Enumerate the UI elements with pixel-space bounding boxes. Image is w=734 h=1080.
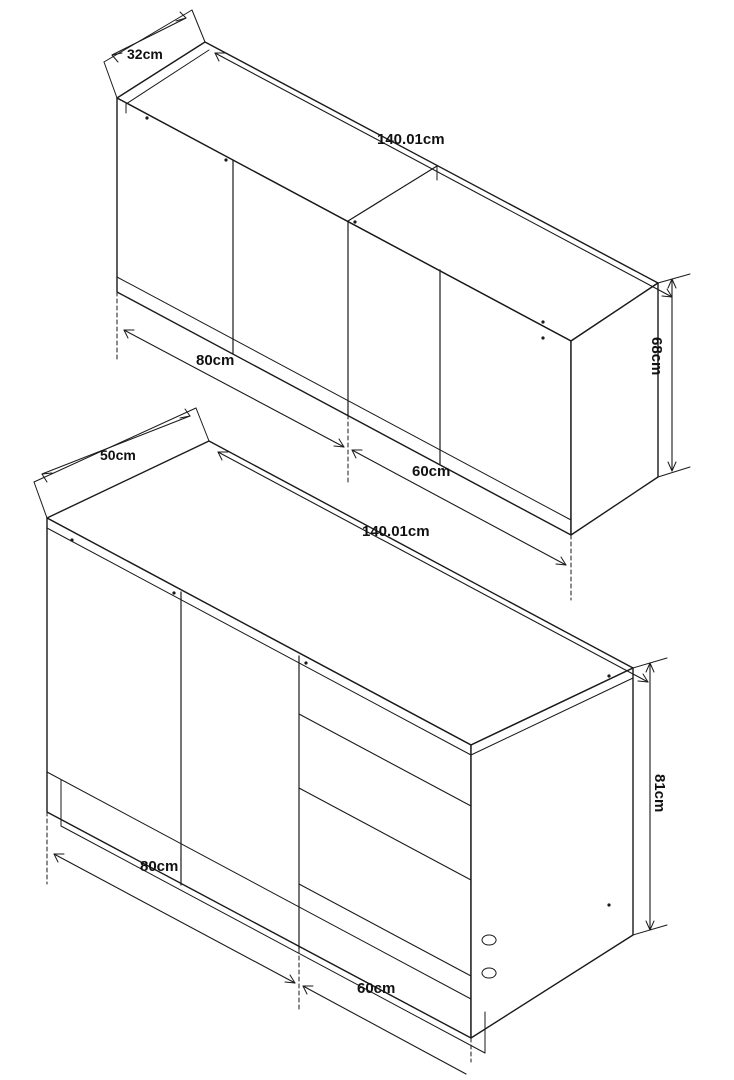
dimension-label-lower-height: 81cm [651, 774, 668, 813]
dimension-label-upper-width-right: 60cm [412, 463, 451, 480]
dimension-label-lower-width-left: 80cm [140, 858, 179, 875]
dimension-label-upper-depth: 32cm [127, 46, 163, 62]
dimension-label-upper-width-total: 140.01cm [377, 131, 445, 148]
dimension-label-lower-depth: 50cm [100, 447, 136, 463]
dimension-label-lower-width-right: 60cm [357, 980, 396, 997]
dimension-label-upper-width-left: 80cm [196, 352, 235, 369]
dimension-label-lower-width-total: 140.01cm [362, 523, 430, 540]
dimension-label-upper-height: 68cm [648, 337, 665, 376]
